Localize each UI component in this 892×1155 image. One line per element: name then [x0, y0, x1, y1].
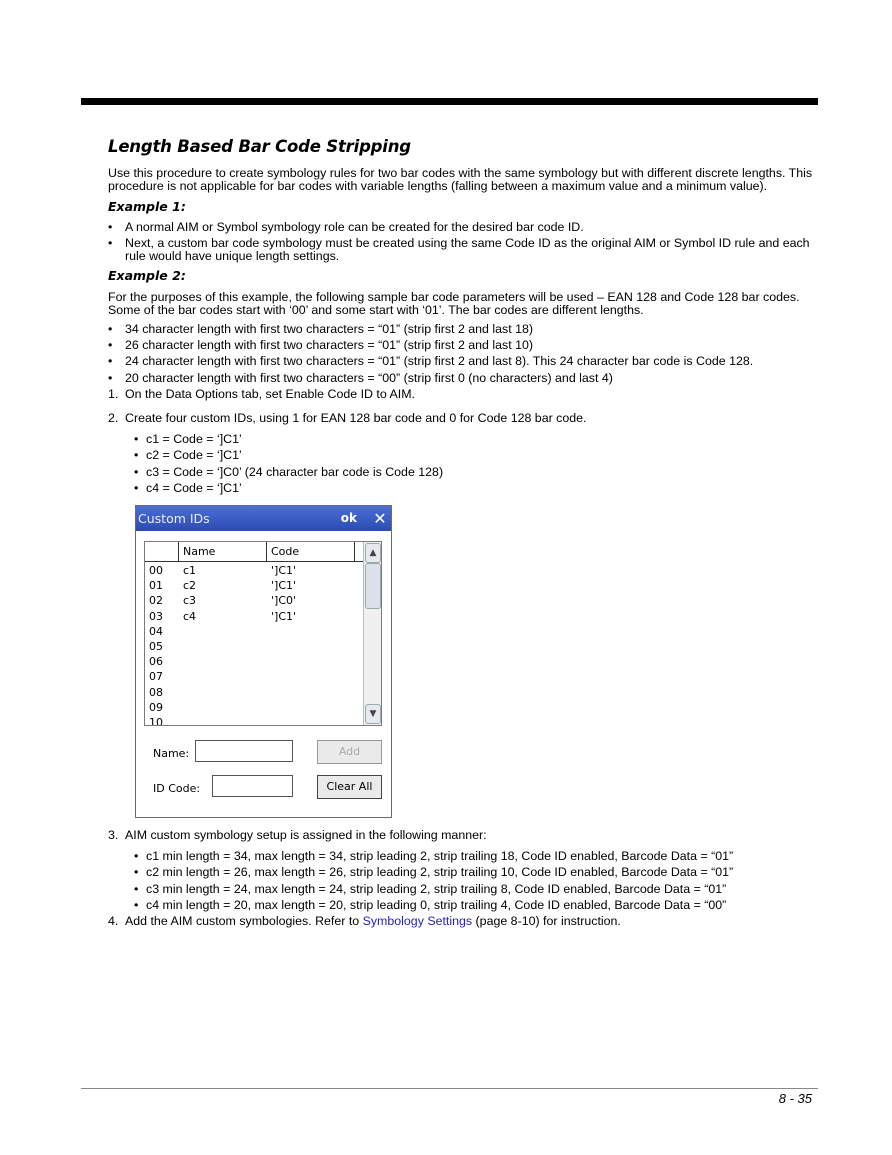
add-button[interactable]: Add: [317, 740, 382, 764]
row-index: 03: [149, 609, 163, 623]
custom-ids-dialog: [135, 505, 392, 818]
row-name: [183, 639, 271, 654]
table-row[interactable]: [149, 654, 331, 669]
step-1: [108, 388, 816, 401]
list-rows: [149, 563, 331, 726]
row-name: c3: [183, 594, 197, 608]
dialog-titlebar: [136, 506, 391, 531]
idcode-label: ID Code:: [153, 782, 201, 796]
header-rule: [81, 98, 818, 105]
intro-paragraph: Use this procedure to create symbology rules for two bar codes with the same symbology but with different discrete lengths. This procedure is not applicable for bar codes with variable lengths (falling between a maximum value and a minimum value).: [108, 166, 813, 194]
row-name: c1: [183, 564, 197, 578]
list-item: • c3 = Code = ‘]C0’ (24 character bar code is Code 128): [128, 466, 816, 479]
step-number: 3.: [108, 828, 119, 843]
row-code: [271, 669, 331, 684]
step-number: 1.: [108, 386, 119, 401]
table-row[interactable]: [149, 685, 331, 700]
row-name: [183, 700, 271, 715]
row-index: 00: [149, 564, 163, 578]
page-number: 8 - 35: [778, 1091, 812, 1106]
row-index: 07: [149, 670, 163, 684]
step-text-pre: Add the AIM custom symbologies. Refer to: [125, 914, 363, 929]
name-label: Name:: [153, 747, 190, 761]
row-name: [183, 654, 271, 669]
table-row[interactable]: [149, 609, 331, 624]
ok-button[interactable]: ok: [340, 510, 357, 525]
row-name: [183, 715, 271, 726]
list-item: • c2 = Code = ‘]C1’: [128, 449, 816, 462]
row-code: [271, 639, 331, 654]
step-number: 2.: [108, 411, 119, 426]
example2-intro: For the purposes of this example, the following sample bar code parameters will be used – EAN 128 and Code 128 bar codes. Some of the bar codes start with ‘00’ and some start with ‘01’. The bar codes are different lengths.: [108, 289, 800, 317]
example1-list: [108, 221, 816, 264]
step-3: [108, 829, 816, 842]
row-index: 02: [149, 594, 163, 608]
step-text: Create four custom IDs, using 1 for EAN 128 bar code and 0 for Code 128 bar code.: [125, 411, 587, 426]
row-name: [183, 624, 271, 639]
step-number: 4.: [108, 914, 119, 929]
name-input[interactable]: [195, 740, 293, 762]
list-header: [145, 542, 363, 562]
row-code: ']C1': [271, 609, 297, 623]
row-index: 04: [149, 624, 163, 638]
table-row[interactable]: [149, 669, 331, 684]
row-code: [271, 685, 331, 700]
step2-list: [128, 433, 816, 495]
row-name: c4: [183, 609, 197, 623]
example1-heading: Example 1:: [108, 198, 186, 214]
scroll-thumb[interactable]: [365, 563, 381, 609]
list-item: • c1 = Code = ‘]C1’: [128, 433, 816, 446]
row-index: 09: [149, 700, 163, 714]
step-text: On the Data Options tab, set Enable Code ID to AIM.: [125, 386, 415, 401]
table-row[interactable]: [149, 578, 331, 593]
page-content: [108, 137, 816, 929]
row-index: 10: [149, 715, 163, 727]
example2-heading: Example 2:: [108, 268, 186, 284]
row-code: ']C1': [271, 579, 297, 593]
example2-list: [108, 323, 816, 385]
table-row[interactable]: [149, 639, 331, 654]
list-item: • c1 min length = 34, max length = 34, strip leading 2, strip trailing 18, Code ID enabled, Barcode Data = “01”: [128, 850, 816, 863]
row-name: [183, 685, 271, 700]
symbology-settings-link[interactable]: Symbology Settings: [362, 914, 473, 929]
list-item: • 24 character length with first two characters = “01” (strip first 2 and last 8). This 24 character bar code is Code 128.: [108, 355, 816, 368]
close-icon[interactable]: ✕: [373, 508, 387, 528]
list-item: • A normal AIM or Symbol symbology role can be created for the desired bar code ID.: [108, 221, 816, 234]
footer-rule: [81, 1088, 818, 1089]
row-code: ']C0': [271, 594, 297, 608]
list-item: • c3 min length = 24, max length = 24, strip leading 2, strip trailing 8, Code ID enabled, Barcode Data = “01”: [128, 883, 816, 896]
custom-ids-list[interactable]: [144, 541, 382, 726]
row-code: [271, 624, 331, 639]
row-code: [271, 654, 331, 669]
dialog-title: Custom IDs: [138, 510, 210, 526]
step-text-post: (page 8-10) for instruction.: [472, 914, 621, 929]
list-item: • 26 character length with first two characters = “01” (strip first 2 and last 10): [108, 339, 816, 352]
list-item: • c2 min length = 26, max length = 26, strip leading 2, strip trailing 10, Code ID enabled, Barcode Data = “01”: [128, 866, 816, 879]
row-name: [183, 669, 271, 684]
row-code: [271, 715, 331, 726]
row-code: [271, 700, 331, 715]
row-index: 05: [149, 640, 163, 653]
step-4: [108, 915, 816, 928]
row-name: c2: [183, 579, 197, 593]
row-code: ']C1': [271, 564, 297, 578]
table-row[interactable]: [149, 700, 331, 715]
step3-list: [128, 850, 816, 912]
list-item: • 20 character length with first two characters = “00” (strip first 0 (no characters) and last 4): [108, 372, 816, 385]
row-index: 01: [149, 579, 163, 593]
table-row[interactable]: [149, 593, 331, 608]
page-title: Length Based Bar Code Stripping: [108, 137, 411, 156]
table-row[interactable]: [149, 715, 331, 726]
row-index: 08: [149, 685, 163, 699]
list-item: • Next, a custom bar code symbology must be created using the same Code ID as the original AIM or Symbol ID rule and each rule would have unique length settings.: [108, 237, 816, 263]
step-2: [108, 412, 816, 425]
list-item: • 34 character length with first two characters = “01” (strip first 2 and last 18): [108, 323, 816, 336]
idcode-input[interactable]: [212, 775, 293, 797]
name-column-header[interactable]: Name: [179, 542, 267, 561]
scroll-down-icon[interactable]: ▼: [365, 704, 381, 724]
vertical-scrollbar[interactable]: [363, 542, 381, 725]
row-index: 06: [149, 655, 163, 669]
code-column-header[interactable]: Code: [267, 542, 355, 561]
table-row[interactable]: [149, 624, 331, 639]
list-item: • c4 min length = 20, max length = 20, strip leading 0, strip trailing 4, Code ID enabled, Barcode Data = “00”: [128, 899, 816, 912]
list-item: • c4 = Code = ‘]C1’: [128, 482, 816, 495]
scroll-up-icon[interactable]: ▲: [365, 543, 381, 563]
step-text: AIM custom symbology setup is assigned in the following manner:: [125, 828, 487, 843]
index-column-header: [145, 542, 179, 561]
clear-all-button[interactable]: Clear All: [317, 775, 382, 799]
table-row[interactable]: [149, 563, 331, 578]
